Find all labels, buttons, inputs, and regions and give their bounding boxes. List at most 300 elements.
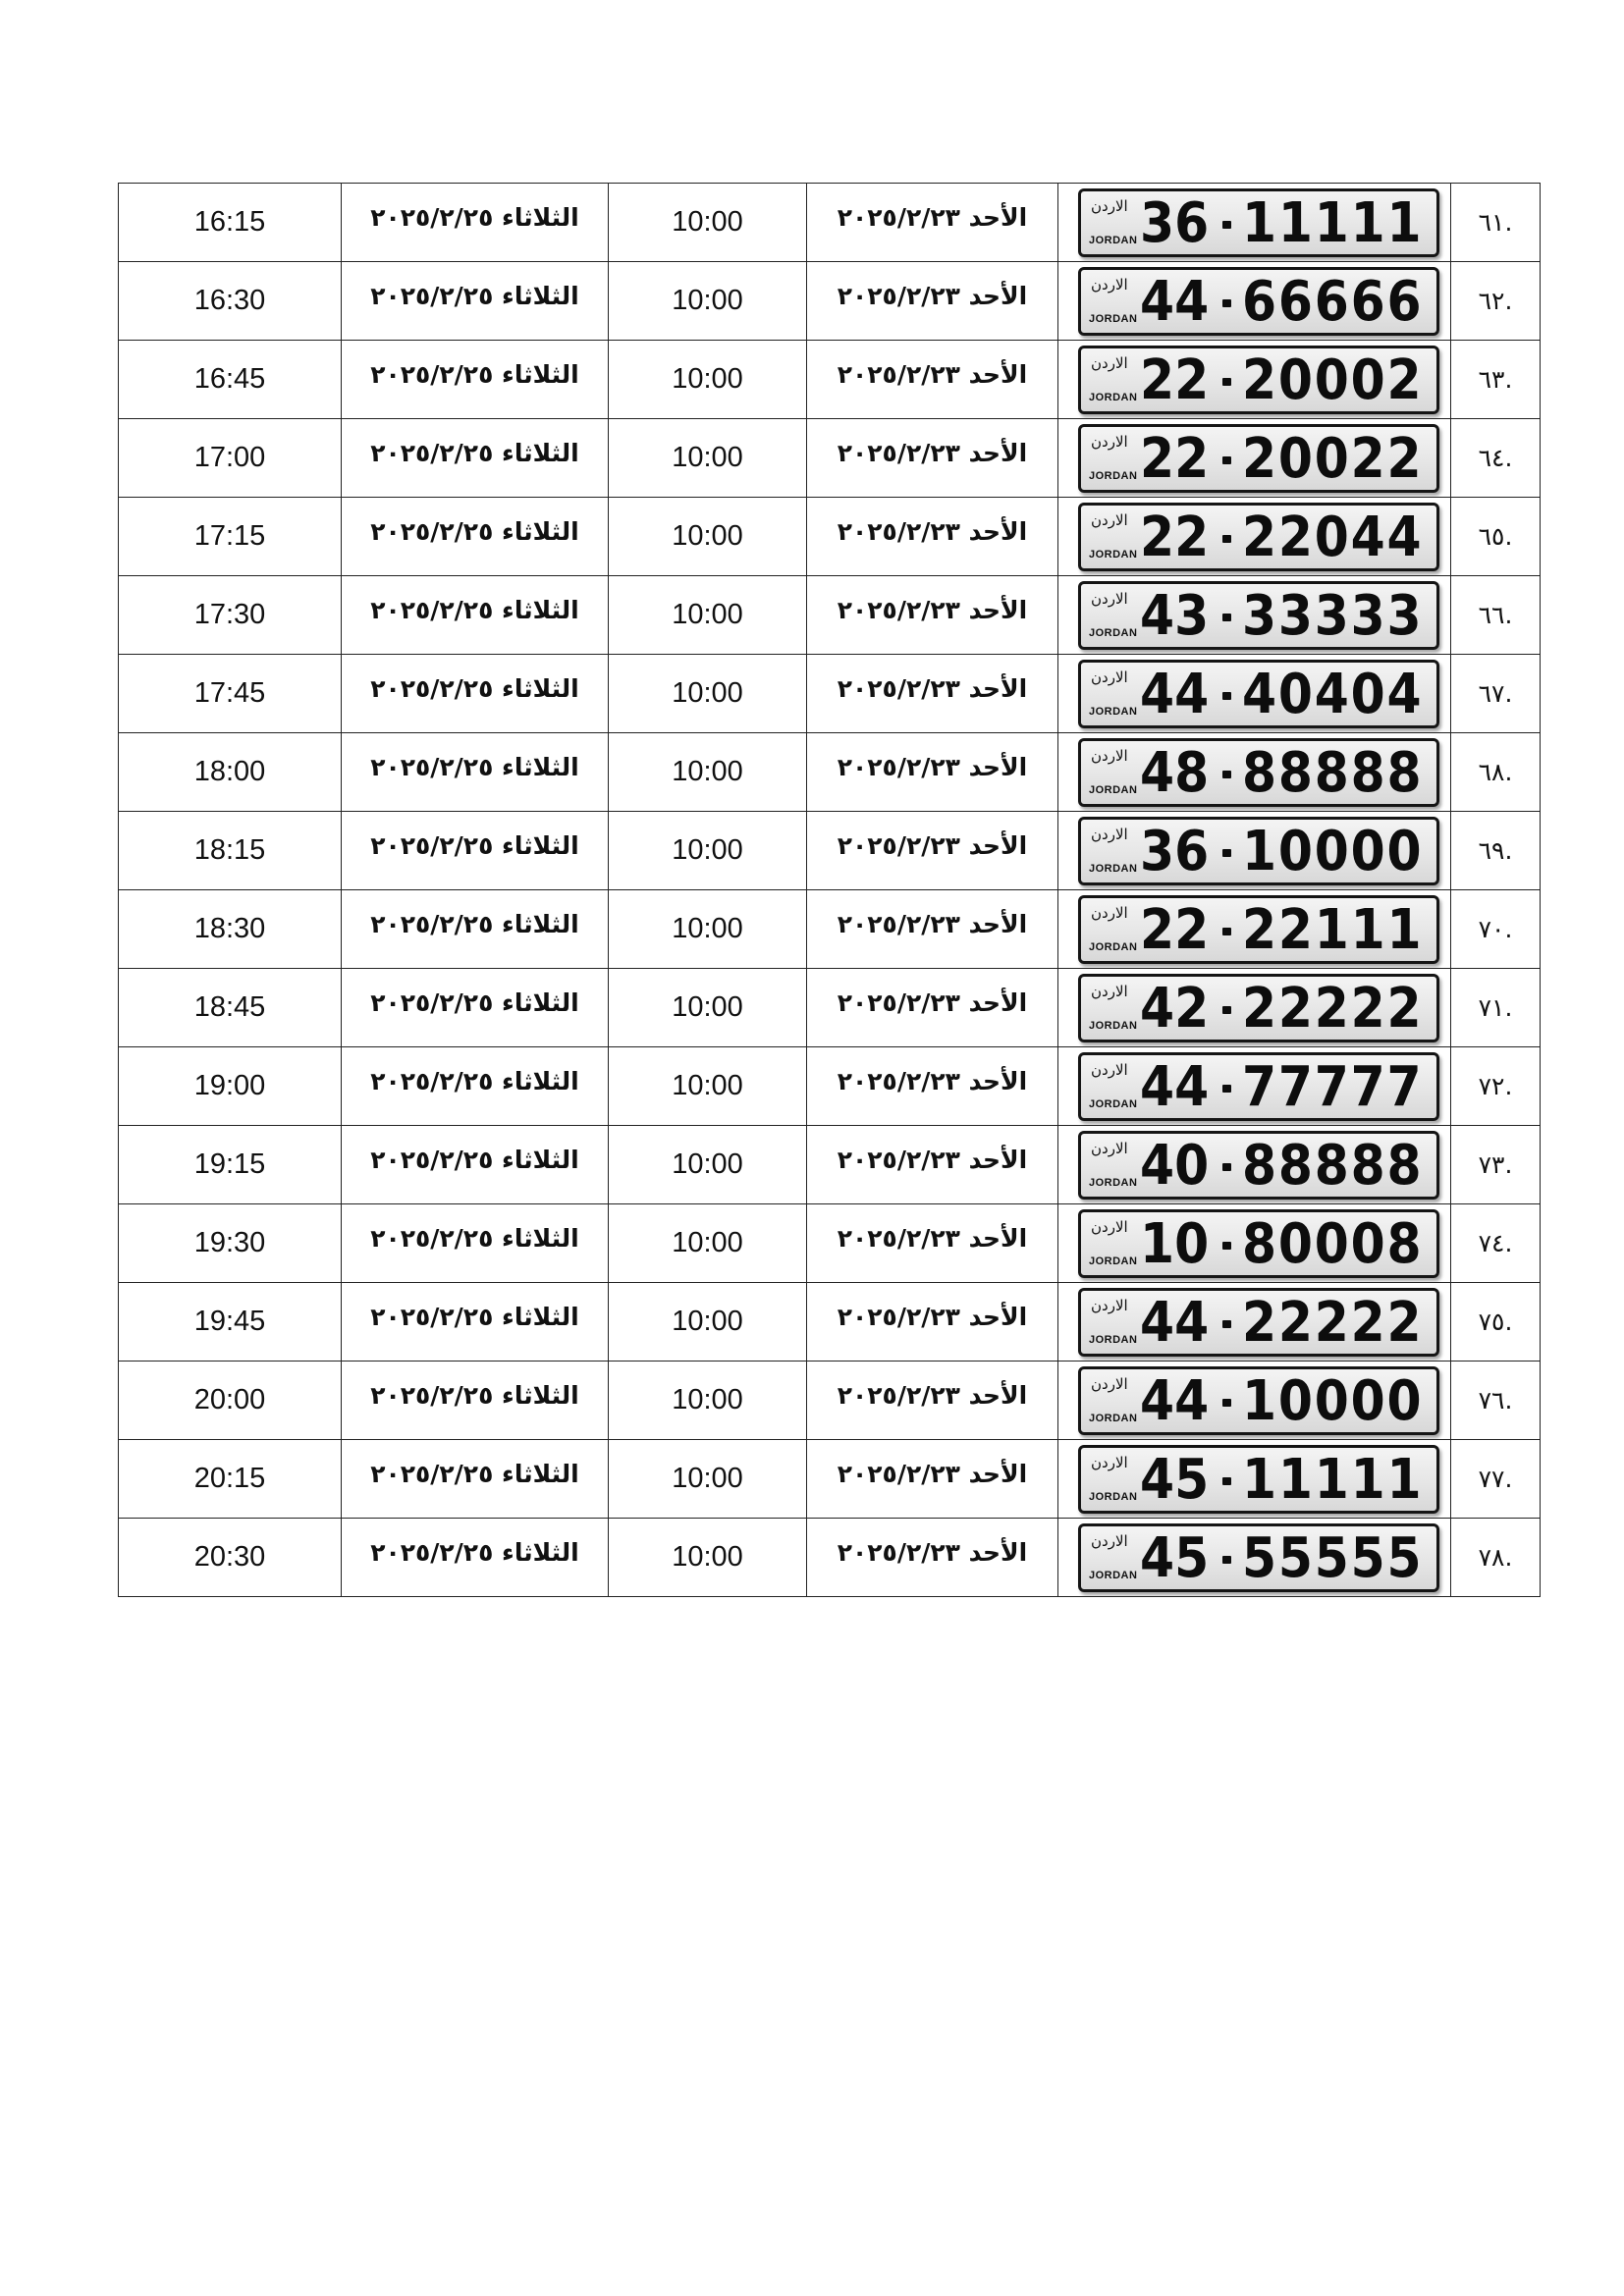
end-date-cell [342,1204,609,1283]
plate-country-english: JORDAN [1089,1490,1138,1503]
start-time-cell [609,184,807,262]
start-date-cell [807,1204,1058,1283]
plate-code: 22 [1140,347,1210,412]
plate-number: 22044 [1242,505,1424,569]
end-date: الثلاثاء ٢٠٢٥/٢/٢٥ [370,1460,579,1488]
plate-separator [1222,1477,1231,1485]
end-date-cell [342,262,609,341]
plate-number: 80008 [1242,1211,1424,1276]
plate-country-arabic: الاردن [1091,1296,1128,1314]
license-plate [1078,1052,1439,1121]
license-plate [1078,188,1439,257]
plate-cell [1058,1283,1451,1362]
start-date: الأحد ٢٠٢٥/٢/٢٣ [837,596,1028,624]
end-date: الثلاثاء ٢٠٢٥/٢/٢٥ [370,282,579,310]
row-number: .٦٥ [1478,522,1513,551]
row-number-cell [1451,419,1541,498]
plate-number: 88888 [1242,1133,1424,1198]
row-number: .٦٩ [1478,836,1513,865]
plate-country-english: JORDAN [1089,1333,1138,1346]
end-time: 19:00 [193,1070,266,1101]
plate-code: 44 [1140,1290,1210,1355]
end-date: الثلاثاء ٢٠٢٥/٢/٢٥ [370,910,579,938]
plate-cell [1058,341,1451,419]
license-plate [1078,1131,1439,1200]
start-date: الأحد ٢٠٢٥/٢/٢٣ [837,1538,1028,1567]
plate-country-english: JORDAN [1089,1255,1138,1267]
start-time: 10:00 [672,206,743,238]
start-time-cell [609,419,807,498]
end-date: الثلاثاء ٢٠٢٥/٢/٢٥ [370,1146,579,1174]
start-date: الأحد ٢٠٢٥/٢/٢٣ [837,1224,1028,1253]
start-date: الأحد ٢٠٢٥/٢/٢٣ [837,1460,1028,1488]
start-date: الأحد ٢٠٢٥/٢/٢٣ [837,203,1028,232]
plate-code: 22 [1140,897,1210,962]
start-date: الأحد ٢٠٢٥/٢/٢٣ [837,439,1028,467]
plate-country-english: JORDAN [1089,1569,1138,1581]
start-date-cell [807,419,1058,498]
row-number: .٧٥ [1478,1308,1513,1336]
plate-number: 10000 [1242,819,1424,883]
plate-country-english: JORDAN [1089,626,1138,639]
end-time-cell [119,1126,342,1204]
schedule-body [119,184,1541,1597]
start-time-cell [609,576,807,655]
end-date: الثلاثاء ٢٠٢٥/٢/٢٥ [370,360,579,389]
end-date: الثلاثاء ٢٠٢٥/٢/٢٥ [370,1067,579,1095]
row-number-cell [1451,1519,1541,1597]
plate-code: 44 [1140,1054,1210,1119]
row-number-cell [1451,733,1541,812]
start-time-cell [609,341,807,419]
row-number-cell [1451,655,1541,733]
auction-schedule-table [118,183,1541,1597]
start-time: 10:00 [672,1227,743,1258]
plate-code: 10 [1140,1211,1210,1276]
plate-separator [1222,1556,1231,1564]
plate-number: 22111 [1242,897,1424,962]
table-row [119,1126,1541,1204]
plate-country-english: JORDAN [1089,1412,1138,1424]
end-time-cell [119,419,342,498]
start-date-cell [807,262,1058,341]
plate-code: 42 [1140,976,1210,1041]
start-time-cell [609,1440,807,1519]
end-date-cell [342,1362,609,1440]
end-date-cell [342,890,609,969]
end-date-cell [342,1126,609,1204]
plate-separator [1222,928,1231,935]
plate-cell [1058,498,1451,576]
end-date: الثلاثاء ٢٠٢٥/٢/٢٥ [370,1538,579,1567]
license-plate [1078,974,1439,1042]
plate-number: 40404 [1242,662,1424,726]
row-number: .٧٢ [1478,1072,1513,1100]
start-date: الأحد ٢٠٢٥/٢/٢٣ [837,1381,1028,1410]
end-date-cell [342,419,609,498]
plate-cell [1058,1440,1451,1519]
plate-number: 11111 [1242,1447,1424,1512]
license-plate [1078,660,1439,728]
row-number: .٦٨ [1478,758,1513,786]
row-number: .٦١ [1478,208,1513,237]
license-plate [1078,1445,1439,1514]
table-row [119,1204,1541,1283]
table-row [119,1362,1541,1440]
license-plate [1078,1523,1439,1592]
start-time: 10:00 [672,1541,743,1573]
start-time: 10:00 [672,1384,743,1415]
start-date-cell [807,733,1058,812]
end-date-cell [342,576,609,655]
start-time-cell [609,1126,807,1204]
row-number: .٧٧ [1478,1465,1513,1493]
row-number: .٧٤ [1478,1229,1513,1257]
start-time: 10:00 [672,363,743,395]
plate-code: 36 [1140,819,1210,883]
plate-cell [1058,1126,1451,1204]
plate-separator [1222,1399,1231,1407]
end-time: 19:30 [193,1227,266,1258]
plate-country-arabic: الاردن [1091,196,1128,215]
license-plate [1078,267,1439,336]
plate-code: 36 [1140,190,1210,255]
table-row [119,1519,1541,1597]
start-time-cell [609,498,807,576]
plate-code: 44 [1140,269,1210,334]
plate-country-english: JORDAN [1089,862,1138,875]
table-row [119,262,1541,341]
row-number: .٦٣ [1478,365,1513,394]
end-time-cell [119,341,342,419]
row-number: .٧٦ [1478,1386,1513,1415]
row-number-cell [1451,1204,1541,1283]
start-time-cell [609,1519,807,1597]
plate-separator [1222,221,1231,229]
plate-country-arabic: الاردن [1091,982,1128,1000]
start-date: الأحد ٢٠٢٥/٢/٢٣ [837,831,1028,860]
plate-country-arabic: الاردن [1091,746,1128,765]
start-time-cell [609,890,807,969]
plate-code: 45 [1140,1447,1210,1512]
end-time: 19:15 [193,1148,266,1180]
row-number-cell [1451,341,1541,419]
plate-cell [1058,1362,1451,1440]
end-date: الثلاثاء ٢٠٢٥/٢/٢٥ [370,596,579,624]
plate-separator [1222,1085,1231,1093]
start-date-cell [807,655,1058,733]
table-row [119,969,1541,1047]
table-row [119,1283,1541,1362]
start-date-cell [807,1440,1058,1519]
plate-country-english: JORDAN [1089,1019,1138,1032]
start-time: 10:00 [672,285,743,316]
plate-code: 44 [1140,1368,1210,1433]
plate-country-english: JORDAN [1089,312,1138,325]
plate-country-arabic: الاردن [1091,1531,1128,1550]
start-time: 10:00 [672,677,743,709]
plate-separator [1222,1006,1231,1014]
plate-cell [1058,262,1451,341]
start-date-cell [807,812,1058,890]
plate-separator [1222,614,1231,621]
end-date-cell [342,498,609,576]
start-date: الأحد ٢٠٢٥/٢/٢٣ [837,517,1028,546]
license-plate [1078,503,1439,571]
row-number: .٦٤ [1478,444,1513,472]
end-date: الثلاثاء ٢٠٢٥/٢/٢٥ [370,1303,579,1331]
start-time-cell [609,1047,807,1126]
row-number-cell [1451,1283,1541,1362]
row-number-cell [1451,498,1541,576]
plate-cell [1058,419,1451,498]
start-date-cell [807,1047,1058,1126]
start-date: الأحد ٢٠٢٥/٢/٢٣ [837,1067,1028,1095]
plate-code: 40 [1140,1133,1210,1198]
plate-number: 55555 [1242,1525,1424,1590]
end-time: 17:45 [193,677,266,709]
start-time: 10:00 [672,756,743,787]
plate-cell [1058,1519,1451,1597]
end-date: الثلاثاء ٢٠٢٥/٢/٢٥ [370,753,579,781]
end-time: 18:00 [193,756,266,787]
row-number: .٧٠ [1478,915,1513,943]
start-time: 10:00 [672,913,743,944]
end-time: 16:45 [193,363,266,395]
end-time: 20:00 [193,1384,266,1415]
table-row [119,812,1541,890]
start-date: الأحد ٢٠٢٥/٢/٢٣ [837,753,1028,781]
row-number: .٧٣ [1478,1150,1513,1179]
plate-number: 33333 [1242,583,1424,648]
start-time: 10:00 [672,1070,743,1101]
end-time-cell [119,733,342,812]
plate-separator [1222,299,1231,307]
plate-code: 22 [1140,505,1210,569]
start-time: 10:00 [672,442,743,473]
plate-separator [1222,1242,1231,1250]
end-time: 17:30 [193,599,266,630]
row-number-cell [1451,812,1541,890]
plate-country-arabic: الاردن [1091,903,1128,922]
plate-number: 11111 [1242,190,1424,255]
end-date-cell [342,184,609,262]
end-time-cell [119,969,342,1047]
start-time: 10:00 [672,599,743,630]
end-date-cell [342,733,609,812]
end-time-cell [119,890,342,969]
plate-separator [1222,535,1231,543]
start-time: 10:00 [672,834,743,866]
end-date: الثلاثاء ٢٠٢٥/٢/٢٥ [370,439,579,467]
plate-separator [1222,692,1231,700]
plate-cell [1058,733,1451,812]
license-plate [1078,895,1439,964]
plate-separator [1222,1163,1231,1171]
end-time-cell [119,498,342,576]
end-time-cell [119,262,342,341]
end-time: 18:15 [193,834,266,866]
end-time-cell [119,1519,342,1597]
end-date: الثلاثاء ٢٠٢٥/٢/٢٥ [370,203,579,232]
start-time-cell [609,1362,807,1440]
end-date-cell [342,1047,609,1126]
row-number-cell [1451,184,1541,262]
plate-code: 44 [1140,662,1210,726]
plate-country-english: JORDAN [1089,1176,1138,1189]
start-date-cell [807,1126,1058,1204]
plate-cell [1058,576,1451,655]
end-time-cell [119,812,342,890]
license-plate [1078,1288,1439,1357]
plate-country-english: JORDAN [1089,940,1138,953]
table-row [119,890,1541,969]
row-number: .٦٢ [1478,287,1513,315]
table-row [119,341,1541,419]
start-time: 10:00 [672,520,743,552]
plate-country-arabic: الاردن [1091,275,1128,294]
start-date: الأحد ٢٠٢٥/٢/٢٣ [837,282,1028,310]
plate-separator [1222,456,1231,464]
start-date-cell [807,184,1058,262]
plate-country-arabic: الاردن [1091,353,1128,372]
license-plate [1078,346,1439,414]
license-plate [1078,1209,1439,1278]
license-plate [1078,581,1439,650]
plate-separator [1222,771,1231,778]
plate-cell [1058,812,1451,890]
start-time-cell [609,812,807,890]
plate-separator [1222,378,1231,386]
end-time: 20:30 [193,1541,266,1573]
start-date: الأحد ٢٠٢٥/٢/٢٣ [837,910,1028,938]
table-row [119,1047,1541,1126]
plate-number: 20022 [1242,426,1424,491]
table-row [119,498,1541,576]
plate-code: 43 [1140,583,1210,648]
end-time-cell [119,1283,342,1362]
plate-number: 20002 [1242,347,1424,412]
plate-cell [1058,969,1451,1047]
plate-country-english: JORDAN [1089,469,1138,482]
license-plate [1078,424,1439,493]
plate-country-arabic: الاردن [1091,1139,1128,1157]
end-time-cell [119,1440,342,1519]
start-time: 10:00 [672,991,743,1023]
plate-country-arabic: الاردن [1091,432,1128,451]
table-row [119,733,1541,812]
start-time: 10:00 [672,1463,743,1494]
start-date-cell [807,576,1058,655]
plate-number: 10000 [1242,1368,1424,1433]
row-number-cell [1451,262,1541,341]
plate-country-arabic: الاردن [1091,825,1128,843]
start-date-cell [807,890,1058,969]
plate-country-english: JORDAN [1089,391,1138,403]
start-date-cell [807,498,1058,576]
start-time: 10:00 [672,1148,743,1180]
plate-number: 22222 [1242,1290,1424,1355]
end-time: 17:00 [193,442,266,473]
start-date-cell [807,1362,1058,1440]
plate-number: 22222 [1242,976,1424,1041]
end-time: 16:15 [193,206,266,238]
start-time-cell [609,1283,807,1362]
end-date: الثلاثاء ٢٠٢٥/٢/٢٥ [370,1381,579,1410]
plate-cell [1058,1204,1451,1283]
plate-cell [1058,184,1451,262]
end-time-cell [119,1047,342,1126]
plate-cell [1058,1047,1451,1126]
start-date-cell [807,1283,1058,1362]
plate-country-arabic: الاردن [1091,1060,1128,1079]
row-number-cell [1451,969,1541,1047]
end-date-cell [342,1283,609,1362]
row-number: .٧٨ [1478,1543,1513,1572]
plate-separator [1222,849,1231,857]
end-date-cell [342,655,609,733]
plate-code: 22 [1140,426,1210,491]
plate-country-english: JORDAN [1089,1097,1138,1110]
end-time-cell [119,184,342,262]
plate-country-english: JORDAN [1089,548,1138,561]
start-date: الأحد ٢٠٢٥/٢/٢٣ [837,360,1028,389]
plate-cell [1058,655,1451,733]
end-date-cell [342,341,609,419]
end-date-cell [342,812,609,890]
end-time: 17:15 [193,520,266,552]
end-time: 18:30 [193,913,266,944]
end-date-cell [342,969,609,1047]
start-date: الأحد ٢٠٢٥/٢/٢٣ [837,674,1028,703]
start-time-cell [609,733,807,812]
license-plate [1078,1366,1439,1435]
end-time: 20:15 [193,1463,266,1494]
table-row [119,419,1541,498]
plate-number: 66666 [1242,269,1424,334]
plate-country-arabic: الاردن [1091,589,1128,608]
row-number-cell [1451,890,1541,969]
end-date: الثلاثاء ٢٠٢٥/٢/٢٥ [370,831,579,860]
row-number-cell [1451,1047,1541,1126]
start-time: 10:00 [672,1306,743,1337]
plate-number: 77777 [1242,1054,1424,1119]
license-plate [1078,817,1439,885]
row-number-cell [1451,1362,1541,1440]
row-number-cell [1451,576,1541,655]
end-date: الثلاثاء ٢٠٢٥/٢/٢٥ [370,674,579,703]
row-number: .٦٦ [1478,601,1513,629]
start-time-cell [609,655,807,733]
license-plate [1078,738,1439,807]
end-date-cell [342,1440,609,1519]
plate-country-english: JORDAN [1089,783,1138,796]
plate-cell [1058,890,1451,969]
end-date-cell [342,1519,609,1597]
end-time: 19:45 [193,1306,266,1337]
table-row [119,184,1541,262]
start-date-cell [807,1519,1058,1597]
table-row [119,1440,1541,1519]
plate-country-arabic: الاردن [1091,1374,1128,1393]
plate-country-arabic: الاردن [1091,1453,1128,1471]
end-time-cell [119,655,342,733]
end-time: 18:45 [193,991,266,1023]
table-row [119,655,1541,733]
plate-number: 88888 [1242,740,1424,805]
start-date: الأحد ٢٠٢٥/٢/٢٣ [837,1146,1028,1174]
row-number-cell [1451,1440,1541,1519]
